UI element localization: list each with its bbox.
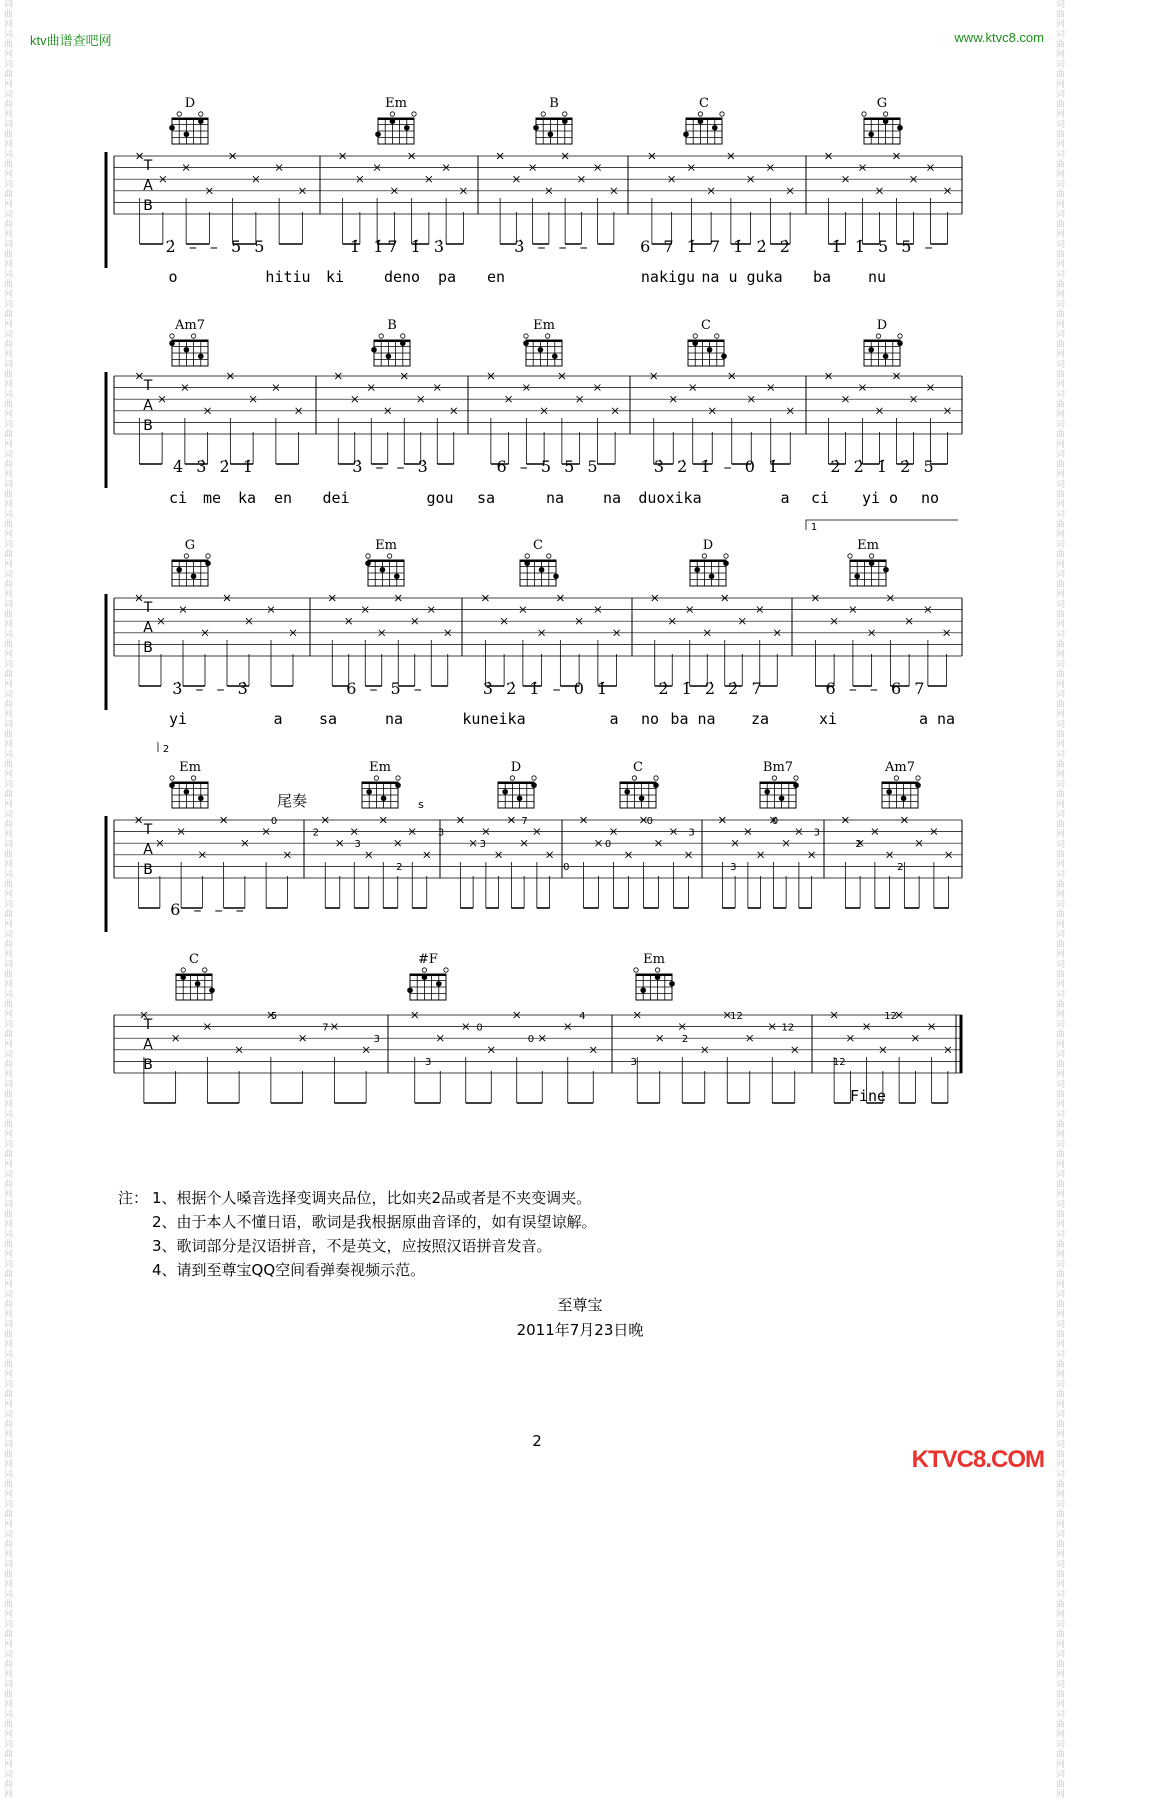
fret-number: 0 bbox=[646, 816, 653, 827]
chord-diagram-d bbox=[169, 96, 208, 144]
fret-number: 2 bbox=[855, 839, 862, 851]
tab-label-a: A bbox=[143, 842, 153, 858]
lyric-word: no bbox=[920, 489, 940, 507]
chord-name: B bbox=[387, 318, 397, 333]
site-name-left[interactable]: ktv曲谱查吧网 bbox=[30, 33, 112, 48]
fine-marker: Fine bbox=[849, 1087, 887, 1105]
lyric-word: hitiu bbox=[265, 268, 311, 286]
lyric-word: yi bbox=[168, 710, 188, 728]
lyric-word: en bbox=[486, 268, 506, 286]
side-watermark-right: 词曲网词曲网词曲网词曲网词曲网词曲网词曲网词曲网词曲网词曲网词曲网词曲网词曲网词曲网词曲网词曲网词曲网词曲网词曲网词曲网词曲网词曲网词曲网词曲网词曲网词曲网词曲网词曲网词曲网词曲网词曲网词曲网词曲网词曲网词曲网词曲网词曲网词曲网词曲网词曲网词曲网词曲网词曲网词曲网词曲网词曲网词曲网词曲网词曲网词曲网词曲网词曲网词曲网词曲网词曲网词曲网词曲网词曲网词曲网词曲网 bbox=[1056, 0, 1066, 1800]
tab-system-1 bbox=[106, 152, 962, 286]
fret-number: 3 bbox=[688, 827, 695, 839]
lyric-word: en bbox=[273, 489, 293, 507]
notation-measure-5: 6 – – 6 7 bbox=[825, 679, 929, 698]
chord-name: Em bbox=[385, 96, 407, 111]
chord-diagram-em bbox=[634, 952, 675, 1000]
lyric-word: o bbox=[168, 268, 178, 286]
tab-label-a: A bbox=[143, 620, 153, 636]
fret-number: 12 bbox=[832, 1057, 846, 1068]
lyric-word: duoxika bbox=[638, 489, 702, 507]
chord-diagram-c bbox=[683, 96, 724, 144]
notation-measure-1: 2̇ – – 5 5 bbox=[165, 237, 269, 256]
lyric-word: deno bbox=[383, 268, 421, 286]
fret-number: 0 bbox=[563, 862, 570, 873]
notation-measure-3: 3̇ – – – bbox=[514, 237, 592, 256]
lyric-word: me bbox=[202, 489, 222, 507]
fret-number: 3 bbox=[354, 839, 361, 851]
chord-diagram-b bbox=[533, 96, 572, 144]
lyric-word: ka bbox=[237, 489, 257, 507]
chord-diagram-d bbox=[864, 318, 903, 366]
notation-measure-5: 2̇ 2̇ 1̇ 2̇ 5 bbox=[830, 457, 938, 476]
note-item-3: 3、歌词部分是汉语拼音，不是英文，应按照汉语拼音发音。 bbox=[152, 1237, 552, 1255]
chord-name: G bbox=[876, 96, 888, 111]
footer-logo: KTVC8.COM bbox=[911, 1446, 1044, 1473]
lyric-word: za bbox=[750, 710, 770, 728]
tab-label-b: B bbox=[143, 198, 153, 214]
fret-number: 12 bbox=[781, 1022, 795, 1034]
volta-number: 1 bbox=[810, 522, 818, 533]
chord-diagram-b bbox=[371, 318, 410, 366]
chord-name: Em bbox=[369, 760, 391, 775]
tab-label-a: A bbox=[143, 398, 153, 414]
tab-label-t: T bbox=[143, 822, 153, 838]
lyric-word: ci bbox=[168, 489, 188, 507]
chord-name: Em bbox=[643, 952, 665, 967]
chord-name: C bbox=[701, 318, 711, 333]
tab-system-2 bbox=[106, 372, 962, 533]
chord-name: Em bbox=[179, 760, 201, 775]
fret-number: 7 bbox=[322, 1022, 329, 1034]
fret-number: 5 bbox=[270, 1011, 278, 1022]
fret-number: 3 bbox=[813, 827, 820, 839]
lyric-word: ba na bbox=[670, 710, 716, 728]
fret-number: 3 bbox=[479, 839, 486, 851]
lyric-word: kuneika bbox=[462, 710, 526, 728]
lyric-word: sa bbox=[476, 489, 496, 507]
lyric-word: ki bbox=[325, 268, 345, 286]
chord-name: C bbox=[533, 538, 543, 553]
lyric-word: no bbox=[640, 710, 660, 728]
lyric-word: na u guka bbox=[701, 268, 783, 286]
fret-number: 3 bbox=[630, 1057, 637, 1068]
lyric-word: pa bbox=[437, 268, 457, 286]
lyric-word: a bbox=[273, 710, 283, 728]
tab-label-a: A bbox=[143, 1037, 153, 1053]
fret-number: 2 bbox=[396, 862, 403, 873]
chord-diagram-d bbox=[498, 760, 537, 808]
fret-number: 0 bbox=[476, 1022, 483, 1034]
chord-diagram-em bbox=[362, 760, 401, 808]
tab-label-t: T bbox=[143, 1017, 153, 1033]
fret-number: 2 bbox=[897, 862, 904, 873]
tab-system-3 bbox=[106, 594, 962, 755]
chord-name: C bbox=[699, 96, 709, 111]
lyric-word: a na bbox=[918, 710, 956, 728]
volta-number: 2 bbox=[162, 744, 170, 755]
site-url-right[interactable]: www.ktvc8.com bbox=[954, 30, 1044, 45]
fret-number: 3 bbox=[437, 827, 445, 839]
lyric-word: na bbox=[384, 710, 404, 728]
chord-name: D bbox=[876, 318, 888, 333]
lyric-word: nu bbox=[867, 268, 887, 286]
chord-diagram-em bbox=[523, 318, 562, 366]
chord-name: Am7 bbox=[885, 760, 915, 775]
fret-number: 3 bbox=[424, 1057, 432, 1068]
notation-measure-3: 3̇ 2̇ 1̇ – 0 1̇ bbox=[482, 679, 612, 698]
chord-name: Em bbox=[857, 538, 879, 553]
lyric-word: yi o bbox=[861, 489, 899, 507]
fret-number: 3 bbox=[373, 1034, 380, 1046]
chord-diagram-am7 bbox=[882, 760, 921, 808]
notes-prefix: 注： bbox=[118, 1189, 149, 1207]
fret-number: 2 bbox=[312, 827, 319, 839]
page-number: 2 bbox=[532, 1432, 542, 1450]
notation-measure-4: 2̇ 1̇ 2̇ 2̇ 7 bbox=[658, 679, 766, 698]
fret-number: 4 bbox=[579, 1011, 586, 1022]
chord-diagram-c bbox=[688, 318, 727, 366]
note-item-4: 4、请到至尊宝QQ空间看弹奏视频示范。 bbox=[152, 1261, 426, 1279]
chord-diagram-am7 bbox=[169, 318, 208, 366]
notation-measure-2: 6 – 5 – bbox=[346, 679, 426, 698]
tab-system-4 bbox=[106, 742, 962, 932]
notation-measure-2: 1̇ 1̇7 1̇ 3̇ bbox=[349, 237, 449, 256]
tab-label-b: B bbox=[143, 640, 153, 656]
tab-label-a: A bbox=[143, 178, 153, 194]
lyric-word: ci bbox=[810, 489, 830, 507]
author-name: 至尊宝 bbox=[557, 1296, 603, 1314]
chord-name: Em bbox=[533, 318, 555, 333]
lyric-word: na bbox=[602, 489, 622, 507]
chord-diagram-g bbox=[862, 96, 903, 144]
tab-label-b: B bbox=[143, 1057, 153, 1073]
chord-name: D bbox=[184, 96, 196, 111]
chord-diagram-d bbox=[690, 538, 729, 586]
notation-measure-1: 3̇ – – 3̇ bbox=[172, 679, 252, 698]
tab-system-5 bbox=[114, 1011, 962, 1105]
lyric-word: na bbox=[545, 489, 565, 507]
fret-number: 12 bbox=[730, 1011, 743, 1022]
chord-diagram-g bbox=[172, 538, 211, 586]
chord-name: D bbox=[510, 760, 522, 775]
slide-mark: s bbox=[418, 798, 424, 811]
fret-number: 2 bbox=[681, 1034, 689, 1046]
tab-label-b: B bbox=[143, 418, 153, 434]
chord-diagram-c bbox=[176, 952, 215, 1000]
fret-number: 3 bbox=[730, 862, 737, 873]
lyric-word: dei bbox=[322, 489, 350, 507]
fret-number: 0 bbox=[771, 816, 779, 827]
chord-name: G bbox=[184, 538, 196, 553]
lyric-word: gou bbox=[426, 489, 454, 507]
chord-name: Am7 bbox=[175, 318, 205, 333]
chord-name: C bbox=[633, 760, 643, 775]
lyric-word: ba bbox=[812, 268, 832, 286]
notation-measure-4: 3̇ 2̇ 1̇ – 0 1̇ bbox=[653, 457, 783, 476]
fret-number: 0 bbox=[270, 816, 278, 827]
notation-measure-1: 6 – – – bbox=[170, 900, 248, 919]
side-watermark-left: 词曲网词曲网词曲网词曲网词曲网词曲网词曲网词曲网词曲网词曲网词曲网词曲网词曲网词曲网词曲网词曲网词曲网词曲网词曲网词曲网词曲网词曲网词曲网词曲网词曲网词曲网词曲网词曲网词曲网词曲网词曲网词曲网词曲网词曲网词曲网词曲网词曲网词曲网词曲网词曲网词曲网词曲网词曲网词曲网词曲网词曲网词曲网词曲网词曲网词曲网词曲网词曲网词曲网词曲网词曲网词曲网词曲网词曲网词曲网词曲网 bbox=[4, 0, 14, 1800]
lyric-word: nakigu bbox=[640, 268, 696, 286]
chord-diagram-c bbox=[520, 538, 559, 586]
notation-measure-2: 3̇ – – 3̇ bbox=[352, 457, 432, 476]
notation-measure-1: 4̇ 3̇ 2̇ 1̇ bbox=[173, 457, 257, 476]
fret-number: 7 bbox=[521, 816, 528, 827]
chord-diagram-sharp-f bbox=[407, 952, 448, 1000]
fret-number: 0 bbox=[604, 839, 612, 851]
note-item-1: 1、根据个人嗓音选择变调夹品位，比如夹2品或者是不夹变调夹。 bbox=[152, 1189, 592, 1207]
chord-diagram-bm7 bbox=[760, 760, 799, 808]
chord-name: C bbox=[189, 952, 199, 967]
chord-diagram-c bbox=[620, 760, 659, 808]
chord-diagram-em bbox=[169, 760, 208, 808]
notation-measure-4: 6 7 1̇ 7 1̇ 2̇ 2̇ bbox=[640, 237, 794, 256]
notation-measure-3: 6 – 5 5 5 bbox=[496, 457, 602, 476]
note-item-2: 2、由于本人不懂日语，歌词是我根据原曲音译的，如有误望谅解。 bbox=[152, 1213, 597, 1231]
fret-number: 0 bbox=[527, 1034, 535, 1046]
fret-number: 12 bbox=[884, 1011, 897, 1022]
tab-label-t: T bbox=[143, 378, 153, 394]
tab-label-b: B bbox=[143, 862, 153, 878]
chord-diagram-em bbox=[375, 96, 416, 144]
lyric-word: a bbox=[609, 710, 619, 728]
chord-diagram-em bbox=[848, 538, 889, 586]
chord-name: Em bbox=[375, 538, 397, 553]
lyric-word: a bbox=[780, 489, 790, 507]
outro-label: 尾奏 bbox=[276, 792, 308, 810]
chord-name: B bbox=[549, 96, 559, 111]
tab-label-t: T bbox=[143, 600, 153, 616]
lyric-word: xi bbox=[818, 710, 838, 728]
date-text: 2011年7月23日晚 bbox=[516, 1321, 644, 1339]
lyric-word: sa bbox=[318, 710, 338, 728]
chord-diagram-em bbox=[365, 538, 404, 586]
notes-section bbox=[118, 1186, 597, 1282]
chord-name: Bm7 bbox=[762, 760, 794, 775]
notation-measure-5: 1̇ 1̇ 5 5 – bbox=[831, 237, 937, 256]
chord-name: #F bbox=[418, 952, 438, 967]
tab-label-t: T bbox=[143, 158, 153, 174]
chord-name: D bbox=[702, 538, 714, 553]
